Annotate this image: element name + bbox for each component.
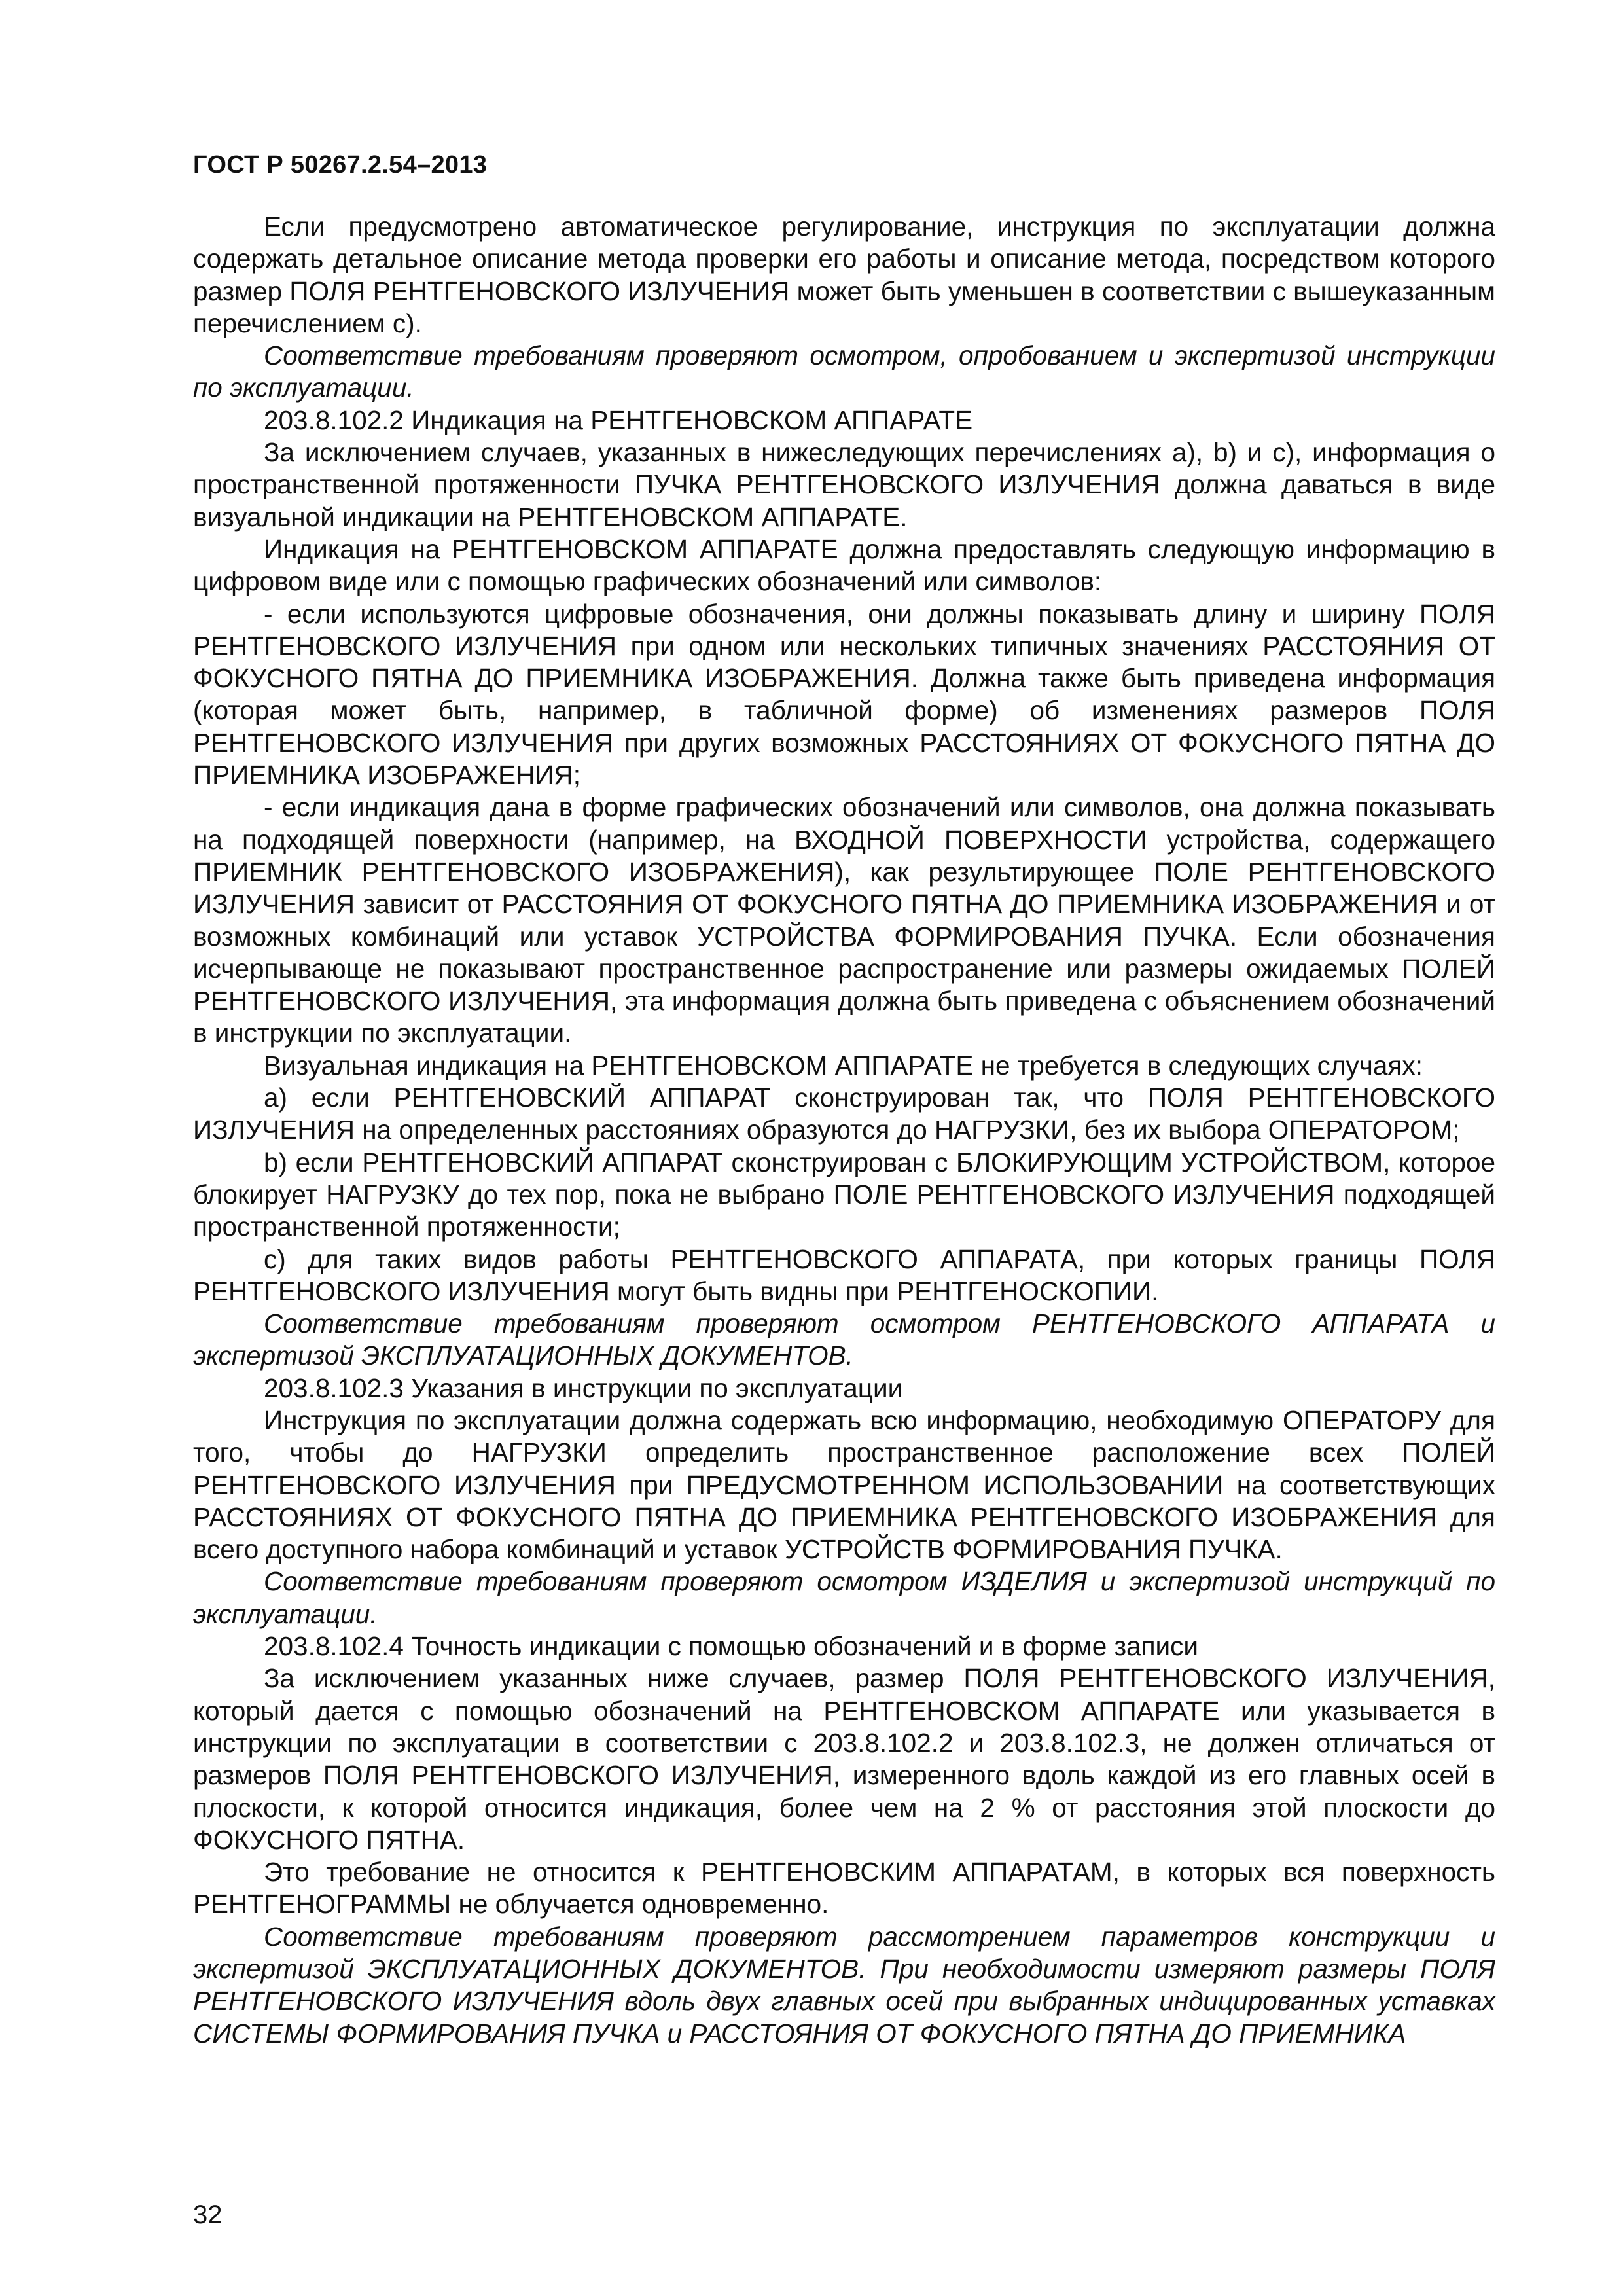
body-paragraph: с) для таких видов работы РЕНТГЕНОВСКОГО АППАРАТА, при которых границы ПОЛЯ РЕНТГЕНОВСКОГО ИЗЛУЧЕНИЯ могут быть видны при РЕНТГЕНОСКОПИИ. <box>193 1244 1495 1306</box>
body-paragraph: 203.8.102.2 Индикация на РЕНТГЕНОВСКОМ АППАРАТЕ <box>264 404 973 435</box>
page-number: 32 <box>193 2200 223 2229</box>
body-paragraph: 203.8.102.4 Точность индикации с помощью обозначений и в форме записи <box>264 1631 1199 1662</box>
document-header: ГОСТ Р 50267.2.54–2013 <box>193 151 488 179</box>
compliance-note-paragraph: Соответствие требованиям проверяют осмотром, опробованием и экспертизой инструкции по эксплуатации. <box>193 340 1495 403</box>
body-paragraph: Индикация на РЕНТГЕНОВСКОМ АППАРАТЕ должна предоставлять следующую информацию в цифровом виде или с помощью графических обозначений или символов: <box>193 533 1495 597</box>
body-paragraph: Это требование не относится к РЕНТГЕНОВСКИМ АППАРАТАМ, в которых вся поверхность РЕНТГЕНОГРАММЫ не облучается одновременно. <box>193 1857 1495 1920</box>
compliance-note-paragraph: Соответствие требованиям проверяют осмотром ИЗДЕЛИЯ и экспертизой инструкций по эксплуатации. <box>193 1566 1495 1629</box>
body-paragraph: - если индикация дана в форме графических обозначений или символов, она должна показывать на подходящей поверхности (например, на ВХОДНОЙ ПОВЕРХНОСТИ устройства, содержащего ПРИЕМНИК РЕНТГЕНОВСКОГО ИЗОБРАЖЕНИЯ), как результирующее ПОЛЕ РЕНТГЕНОВСКОГО ИЗЛУЧЕНИЯ зависит от РАССТОЯНИЯ ОТ ФОКУСНОГО ПЯТНА ДО ПРИЕМНИКА ИЗОБРАЖЕНИЯ и от возможных комбинаций или уставок УСТРОЙСТВА ФОРМИРОВАНИЯ ПУЧКА. Если обозначения исчерпывающе не показывают пространственное распространение или размеры ожидаемых ПОЛЕЙ РЕНТГЕНОВСКОГО ИЗЛУЧЕНИЯ, эта информация должна быть приведена с объяснением обозначений в инструкции по эксплуатации. <box>193 792 1495 1049</box>
body-paragraph: За исключением случаев, указанных в нижеследующих перечислениях а), b) и с), информация о пространственной протяженности ПУЧКА РЕНТГЕНОВСКОГО ИЗЛУЧЕНИЯ должна даваться в виде визуальной индикации на РЕНТГЕНОВСКОМ АППАРАТЕ. <box>193 437 1495 532</box>
body-paragraph: За исключением указанных ниже случаев, размер ПОЛЯ РЕНТГЕНОВСКОГО ИЗЛУЧЕНИЯ, который дается с помощью обозначений на РЕНТГЕНОВСКОМ АППАРАТЕ или указывается в инструкции по эксплуатации в соответствии с 203.8.102.2 и 203.8.102.3, не должен отличаться от размеров ПОЛЯ РЕНТГЕНОВСКОГО ИЗЛУЧЕНИЯ, измеренного вдоль каждой из его главных осей в плоскости, к которой относится индикация, более чем на 2 % от расстояния этой плоскости до ФОКУСНОГО ПЯТНА. <box>193 1663 1495 1855</box>
body-paragraph: Если предусмотрено автоматическое регулирование, инструкция по эксплуатации должна содержать детальное описание метода проверки его работы и описание метода, посредством которого размер ПОЛЯ РЕНТГЕНОВСКОГО ИЗЛУЧЕНИЯ может быть уменьшен в соответствии с вышеуказанным перечислением с). <box>193 211 1495 338</box>
compliance-note-paragraph: Соответствие требованиям проверяют осмотром РЕНТГЕНОВСКОГО АППАРАТА и экспертизой ЭКСПЛУАТАЦИОННЫХ ДОКУМЕНТОВ. <box>193 1308 1495 1371</box>
body-paragraph: а) если РЕНТГЕНОВСКИЙ АППАРАТ сконструирован так, что ПОЛЯ РЕНТГЕНОВСКОГО ИЗЛУЧЕНИЯ на определенных расстояниях образуются до НАГРУЗКИ, без их выбора ОПЕРАТОРОМ; <box>193 1083 1495 1145</box>
document-body <box>193 211 1495 2050</box>
body-paragraph: Инструкция по эксплуатации должна содержать всю информацию, необходимую ОПЕРАТОРУ для того, чтобы до НАГРУЗКИ определить пространственное расположение всех ПОЛЕЙ РЕНТГЕНОВСКОГО ИЗЛУЧЕНИЯ при ПРЕДУСМОТРЕННОМ ИСПОЛЬЗОВАНИИ на соответствующих РАССТОЯНИЯХ ОТ ФОКУСНОГО ПЯТНА ДО ПРИЕМНИКА РЕНТГЕНОВСКОГО ИЗОБРАЖЕНИЯ для всего доступного набора комбинаций и уставок УСТРОЙСТВ ФОРМИРОВАНИЯ ПУЧКА. <box>193 1405 1495 1565</box>
body-paragraph: - если используются цифровые обозначения, они должны показывать длину и ширину ПОЛЯ РЕНТГЕНОВСКОГО ИЗЛУЧЕНИЯ при одном или нескольких типичных значениях РАССТОЯНИЯ ОТ ФОКУСНОГО ПЯТНА ДО ПРИЕМНИКА ИЗОБРАЖЕНИЯ. Должна также быть приведена информация (которая может быть, например, в табличной форме) об изменениях размеров ПОЛЯ РЕНТГЕНОВСКОГО ИЗЛУЧЕНИЯ при других возможных РАССТОЯНИЯХ ОТ ФОКУСНОГО ПЯТНА ДО ПРИЕМНИКА ИЗОБРАЖЕНИЯ; <box>193 598 1495 791</box>
compliance-note-paragraph: Соответствие требованиям проверяют рассмотрением параметров конструкции и экспертизой ЭКСПЛУАТАЦИОННЫХ ДОКУМЕНТОВ. При необходимости измеряют размеры ПОЛЯ РЕНТГЕНОВСКОГО ИЗЛУЧЕНИЯ вдоль двух главных осей при выбранных индицированных уставках СИСТЕМЫ ФОРМИРОВАНИЯ ПУЧКА и РАССТОЯНИЯ ОТ ФОКУСНОГО ПЯТНА ДО ПРИЕМНИКА <box>193 1921 1495 2049</box>
body-paragraph: Визуальная индикация на РЕНТГЕНОВСКОМ АППАРАТЕ не требуется в следующих случаях: <box>264 1050 1423 1081</box>
body-paragraph: 203.8.102.3 Указания в инструкции по эксплуатации <box>264 1372 903 1403</box>
body-paragraph: b) если РЕНТГЕНОВСКИЙ АППАРАТ сконструирован с БЛОКИРУЮЩИМ УСТРОЙСТВОМ, которое блокирует НАГРУЗКУ до тех пор, пока не выбрано ПОЛЕ РЕНТГЕНОВСКОГО ИЗЛУЧЕНИЯ подходящей пространственной протяженности; <box>193 1147 1495 1242</box>
